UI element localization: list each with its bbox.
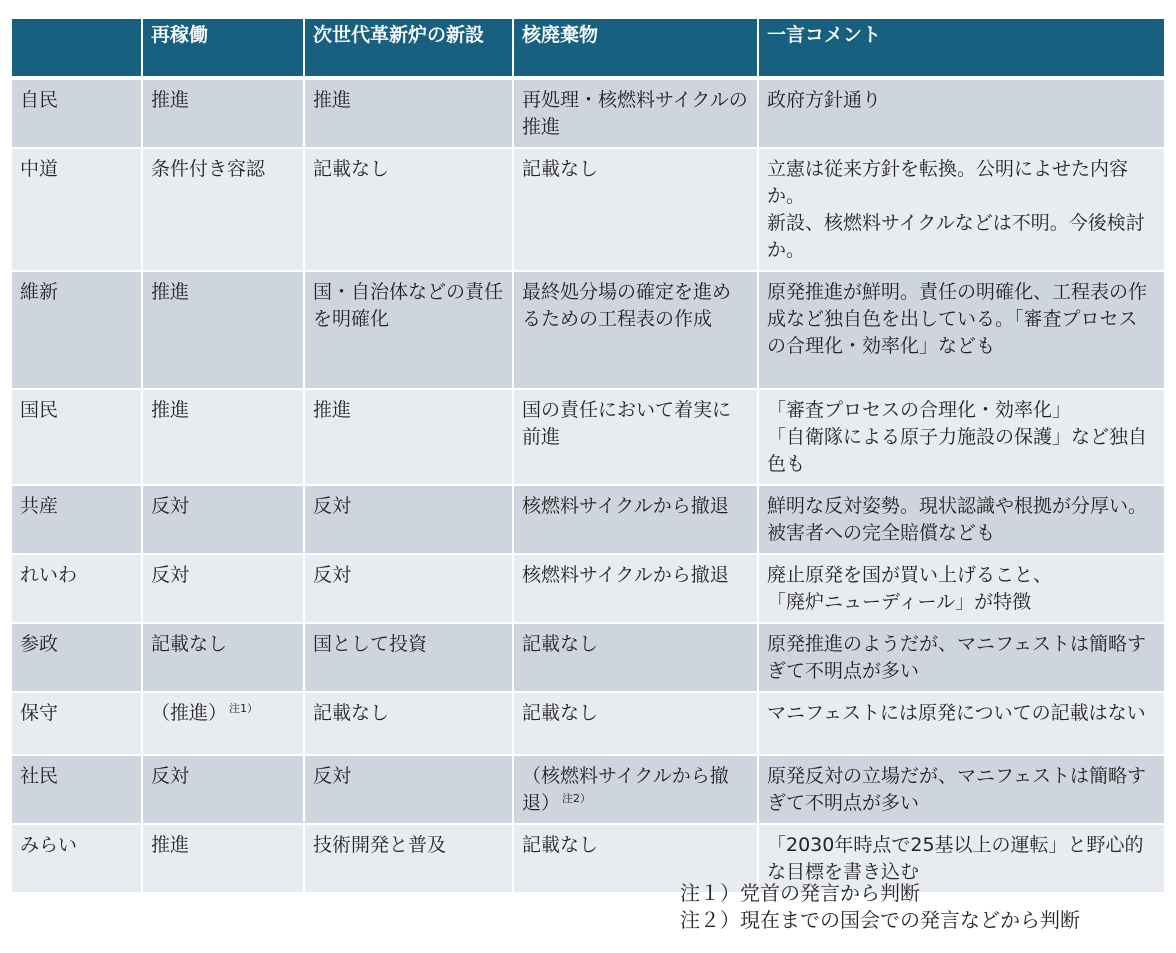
header-nuclear-waste: 核廃棄物 xyxy=(513,18,758,78)
header-new-reactor: 次世代革新炉の新設 xyxy=(304,18,513,78)
cell-new-reactor xyxy=(304,755,513,824)
cell-nuclear-waste-text: 記載なし xyxy=(522,633,599,655)
cell-restart-text: 推進 xyxy=(151,399,190,421)
cell-restart xyxy=(142,755,304,824)
cell-new-reactor xyxy=(304,148,513,271)
cell-restart xyxy=(142,78,304,148)
comment-line: 鮮明な反対姿勢。現状認識や根拠が分厚い。被害者への完全賠償なども xyxy=(767,495,1148,544)
cell-comment xyxy=(758,623,1165,692)
cell-restart xyxy=(142,271,304,389)
cell-restart xyxy=(142,824,304,893)
cell-new-reactor xyxy=(304,389,513,485)
table-row xyxy=(11,554,1165,623)
cell-restart xyxy=(142,148,304,271)
table-row xyxy=(11,623,1165,692)
cell-nuclear-waste-text: 記載なし xyxy=(522,158,599,180)
comment-line: 原発推進が鮮明。責任の明確化、工程表の作成など独自色を出している。「審査プロセスの合理化・効率化」なども xyxy=(767,281,1148,357)
comment-line: 新設、核燃料サイクルなどは不明。今後検討か。 xyxy=(767,212,1145,261)
cell-restart-text: 推進 xyxy=(151,834,190,856)
cell-new-reactor-text: 記載なし xyxy=(313,702,390,724)
footnote-2: 注２）現在までの国会での発言などから判断 xyxy=(680,908,1080,932)
cell-party-text: みらい xyxy=(20,834,78,856)
cell-new-reactor xyxy=(304,271,513,389)
cell-nuclear-waste-text: （核燃料サイクルから撤退） xyxy=(522,765,729,814)
cell-restart xyxy=(142,389,304,485)
cell-party xyxy=(11,824,142,893)
comment-line: 政府方針通り xyxy=(767,89,882,111)
cell-restart-footnote-ref: 注1） xyxy=(229,701,259,715)
cell-new-reactor-text: 国・自治体などの責任を明確化 xyxy=(313,281,504,330)
cell-nuclear-waste-text: 最終処分場の確定を進めるための工程表の作成 xyxy=(522,281,732,330)
comment-line: マニフェストには原発についての記載はない xyxy=(767,702,1146,724)
cell-nuclear-waste xyxy=(513,554,758,623)
cell-nuclear-waste-text: 国の責任において着実に前進 xyxy=(522,399,732,448)
cell-comment xyxy=(758,78,1165,148)
cell-restart xyxy=(142,554,304,623)
header-party xyxy=(11,18,142,78)
cell-nuclear-waste-footnote-ref: 注2） xyxy=(562,791,592,805)
footnotes xyxy=(680,880,1080,934)
comment-line: 「2030年時点で25基以上の運転」と野心的な目標を書き込む xyxy=(767,834,1144,883)
cell-new-reactor xyxy=(304,623,513,692)
table-row xyxy=(11,692,1165,755)
cell-party-text: 保守 xyxy=(20,702,59,724)
cell-restart-text: 反対 xyxy=(151,495,190,517)
footnote-1: 注１）党首の発言から判断 xyxy=(680,881,920,905)
cell-new-reactor-text: 国として投資 xyxy=(313,633,428,655)
cell-new-reactor-text: 反対 xyxy=(313,564,352,586)
cell-new-reactor xyxy=(304,692,513,755)
cell-comment xyxy=(758,554,1165,623)
cell-party xyxy=(11,623,142,692)
cell-nuclear-waste-text: 核燃料サイクルから撤退 xyxy=(522,495,729,517)
cell-new-reactor-text: 技術開発と普及 xyxy=(313,834,447,856)
cell-restart xyxy=(142,623,304,692)
cell-nuclear-waste xyxy=(513,485,758,554)
cell-restart-text: （推進） xyxy=(151,702,228,724)
table-row xyxy=(11,755,1165,824)
cell-party xyxy=(11,271,142,389)
cell-party xyxy=(11,389,142,485)
cell-nuclear-waste xyxy=(513,623,758,692)
cell-restart xyxy=(142,692,304,755)
cell-restart-text: 記載なし xyxy=(151,633,228,655)
table-row xyxy=(11,271,1165,389)
cell-party-text: 共産 xyxy=(20,495,59,517)
cell-party-text: れいわ xyxy=(20,564,78,586)
cell-party xyxy=(11,755,142,824)
cell-restart-text: 推進 xyxy=(151,89,190,111)
cell-nuclear-waste-text: 再処理・核燃料サイクルの推進 xyxy=(522,89,748,138)
cell-restart-text: 条件付き容認 xyxy=(151,158,266,180)
table-body xyxy=(11,78,1165,893)
cell-comment xyxy=(758,755,1165,824)
cell-new-reactor-text: 推進 xyxy=(313,399,352,421)
cell-comment xyxy=(758,485,1165,554)
comment-line: 原発推進のようだが、マニフェストは簡略すぎて不明点が多い xyxy=(767,633,1147,682)
table-row xyxy=(11,78,1165,148)
cell-restart-text: 反対 xyxy=(151,564,190,586)
cell-nuclear-waste xyxy=(513,78,758,148)
table-row xyxy=(11,485,1165,554)
cell-new-reactor-text: 反対 xyxy=(313,495,352,517)
policy-comparison-table xyxy=(10,17,1166,894)
comment-line: 立憲は従来方針を転換。公明によせた内容か。 xyxy=(767,158,1129,207)
cell-new-reactor xyxy=(304,78,513,148)
header-comment: 一言コメント xyxy=(758,18,1165,78)
comment-line: 原発反対の立場だが、マニフェストは簡略すぎて不明点が多い xyxy=(767,765,1147,814)
cell-party xyxy=(11,485,142,554)
cell-party-text: 社民 xyxy=(20,765,59,787)
cell-party xyxy=(11,554,142,623)
cell-party-text: 自民 xyxy=(20,89,59,111)
cell-new-reactor xyxy=(304,485,513,554)
cell-party-text: 参政 xyxy=(20,633,59,655)
cell-comment xyxy=(758,271,1165,389)
cell-nuclear-waste xyxy=(513,755,758,824)
cell-comment xyxy=(758,389,1165,485)
cell-new-reactor xyxy=(304,554,513,623)
cell-party-text: 維新 xyxy=(20,281,59,303)
cell-nuclear-waste xyxy=(513,271,758,389)
cell-nuclear-waste xyxy=(513,692,758,755)
comment-line: 「審査プロセスの合理化・効率化」 xyxy=(767,399,1072,421)
cell-comment xyxy=(758,148,1165,271)
comment-line: 「自衛隊による原子力施設の保護」など独自色も xyxy=(767,426,1148,475)
table-row xyxy=(11,389,1165,485)
cell-nuclear-waste-text: 核燃料サイクルから撤退 xyxy=(522,564,729,586)
comment-line: 「廃炉ニューディール」が特徴 xyxy=(767,591,1032,613)
cell-nuclear-waste-text: 記載なし xyxy=(522,834,599,856)
cell-restart-text: 反対 xyxy=(151,765,190,787)
cell-restart-text: 推進 xyxy=(151,281,190,303)
cell-party xyxy=(11,692,142,755)
cell-comment xyxy=(758,692,1165,755)
cell-nuclear-waste-text: 記載なし xyxy=(522,702,599,724)
cell-nuclear-waste xyxy=(513,389,758,485)
cell-party xyxy=(11,78,142,148)
comment-line: 廃止原発を国が買い上げること、 xyxy=(767,564,1053,586)
cell-party xyxy=(11,148,142,271)
cell-party-text: 中道 xyxy=(20,158,59,180)
cell-new-reactor-text: 推進 xyxy=(313,89,352,111)
table-row xyxy=(11,148,1165,271)
header-row xyxy=(11,18,1165,78)
cell-party-text: 国民 xyxy=(20,399,59,421)
cell-nuclear-waste xyxy=(513,148,758,271)
cell-new-reactor-text: 反対 xyxy=(313,765,352,787)
cell-new-reactor-text: 記載なし xyxy=(313,158,390,180)
cell-restart xyxy=(142,485,304,554)
cell-new-reactor xyxy=(304,824,513,893)
header-restart: 再稼働 xyxy=(142,18,304,78)
